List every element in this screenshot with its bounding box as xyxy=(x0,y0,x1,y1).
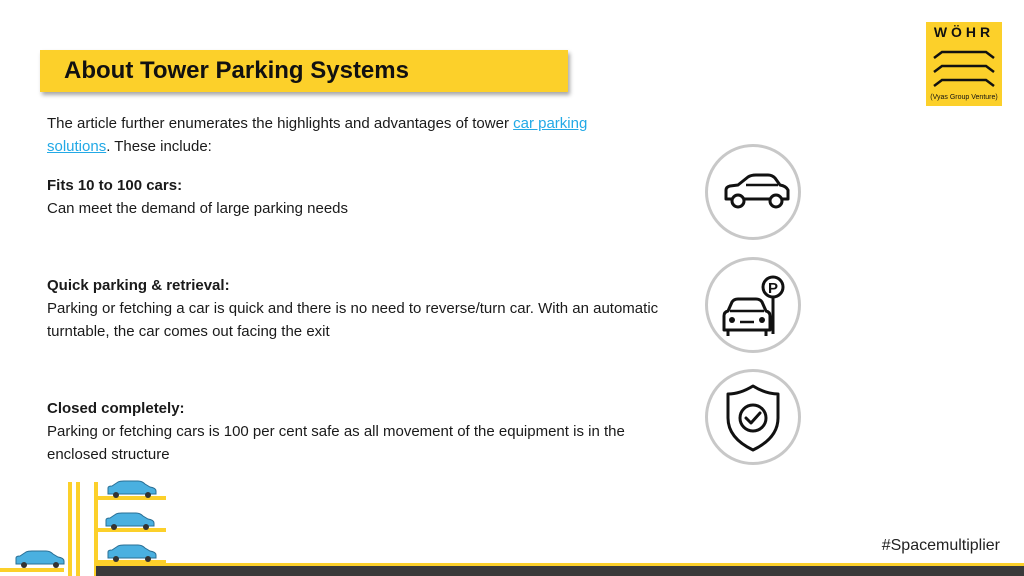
car-icon-circle xyxy=(705,144,801,240)
logo-wordmark: WÖHR xyxy=(933,24,995,40)
shield-check-icon xyxy=(708,372,798,462)
feature-quick-parking xyxy=(47,274,667,343)
feature-title: Quick parking & retrieval: xyxy=(47,277,230,294)
intro-paragraph xyxy=(47,112,647,158)
logo-parking-levels-icon xyxy=(932,44,996,92)
car-icon xyxy=(16,481,156,564)
feature-description: Parking or fetching a car is quick and there is no need to reverse/turn car. With an automatic turntable, the car comes out facing the exit xyxy=(47,300,659,340)
page-title: About Tower Parking Systems xyxy=(64,57,409,84)
feature-title: Fits 10 to 100 cars: xyxy=(47,177,183,194)
feature-closed xyxy=(47,397,667,466)
parking-icon-circle xyxy=(705,257,801,353)
car-parking-solutions-link[interactable]: car parking solutions xyxy=(47,115,588,155)
company-logo xyxy=(926,22,1002,106)
feature-title: Closed completely: xyxy=(47,400,185,417)
intro-text-after: . These include: xyxy=(106,138,212,155)
hashtag-footer: #Spacemultiplier xyxy=(881,537,1000,554)
logo-tagline: (Vyas Group Venture) xyxy=(930,94,998,101)
footer-bar xyxy=(96,566,1024,576)
title-banner xyxy=(40,50,568,92)
intro-text-before: The article further enumerates the highlights and advantages of tower xyxy=(47,115,514,132)
parking-sign-car-icon xyxy=(708,260,798,350)
svg-text:P: P xyxy=(768,280,779,297)
feature-description: Parking or fetching cars is 100 per cent safe as all movement of the equipment is in the enclosed structure xyxy=(47,423,625,463)
parking-tower-illustration xyxy=(0,478,180,576)
feature-description: Can meet the demand of large parking needs xyxy=(47,200,349,217)
shield-icon-circle xyxy=(705,369,801,465)
car-icon xyxy=(708,147,798,237)
feature-capacity xyxy=(47,174,667,220)
